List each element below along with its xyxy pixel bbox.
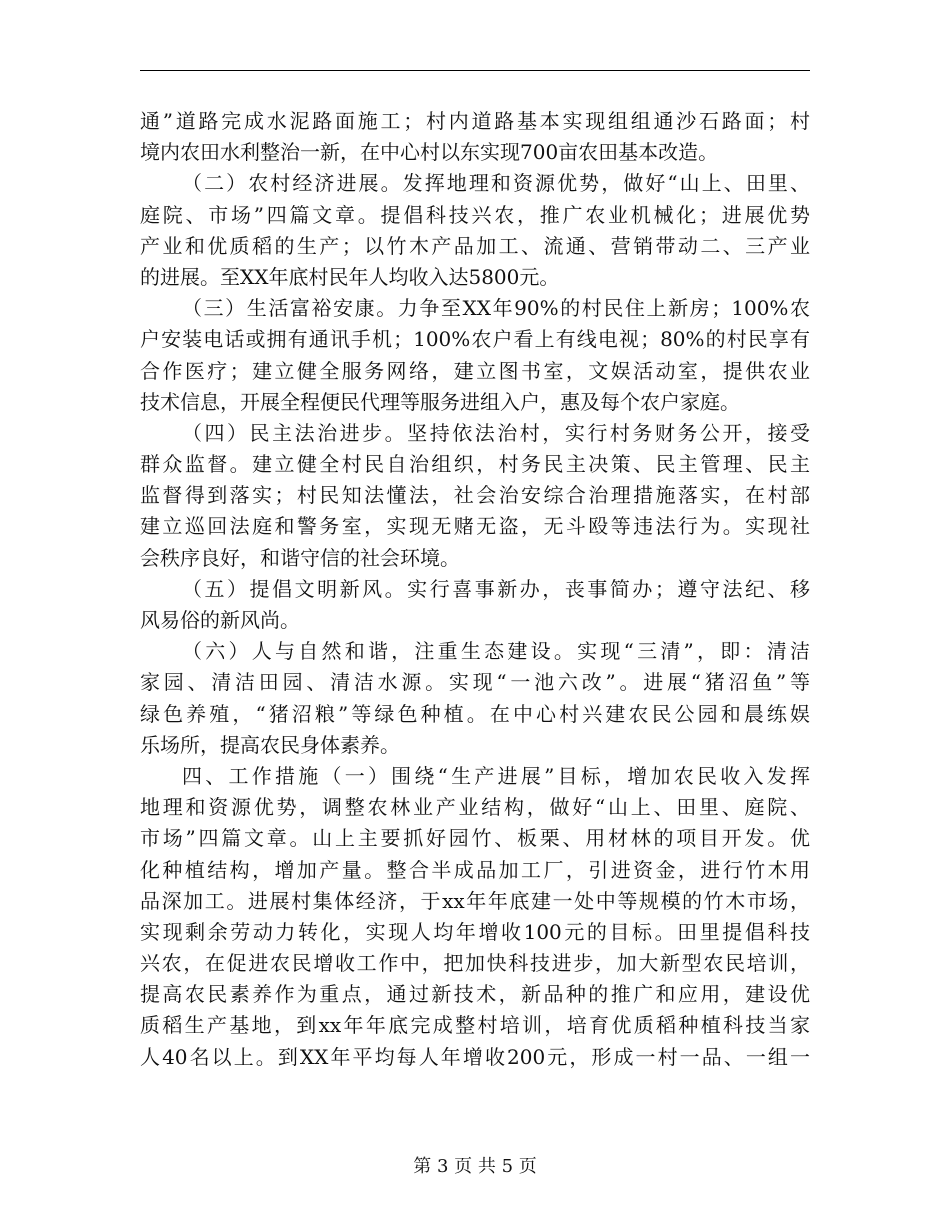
text-line: 产业和优质稻的生产；以竹木产品加工、流通、营销带动二、三产业 [140, 233, 810, 258]
text-line: 技术信息，开展全程便民代理等服务进组入户，惠及每个农户家庭。 [140, 389, 740, 414]
text-line: 建立巡回法庭和警务室，实现无赌无盗，无斗殴等违法行为。实现社 [140, 514, 810, 539]
text-line: （三）生活富裕安康。力争至XX年90%的村民住上新房；100%农 [182, 296, 810, 321]
text-line: （六）人与自然和谐，注重生态建设。实现“三清”，即：清洁 [182, 639, 810, 664]
text-line: （四）民主法治进步。坚持依法治村，实行村务财务公开，接受 [182, 420, 810, 445]
page-footer: 第 3 页 共 5 页 [413, 1156, 537, 1177]
text-line: 家园、清洁田园、清洁水源。实现“一池六改”。进展“猪沼鱼”等 [140, 670, 810, 695]
text-line: 监督得到落实；村民知法懂法，社会治安综合治理措施落实，在村部 [140, 483, 810, 508]
text-line: 合作医疗；建立健全服务网络，建立图书室，文娱活动室，提供农业 [140, 358, 810, 383]
text-line: 兴农，在促进农民增收工作中，把加快科技进步，加大新型农民培训， [140, 951, 810, 976]
text-line: 提高农民素养作为重点，通过新技术，新品种的推广和应用，建设优 [140, 982, 810, 1007]
text-line: 乐场所，提高农民身体素养。 [140, 732, 400, 757]
text-line: 群众监督。建立健全村民自治组织，村务民主决策、民主管理、民主 [140, 452, 810, 477]
text-line: 地理和资源优势，调整农林业产业结构，做好“山上、田里、庭院、 [140, 795, 810, 820]
document-body [140, 106, 810, 1073]
text-line: 境内农田水利整治一新，在中心村以东实现700亩农田基本改造。 [140, 140, 719, 165]
text-line: （五）提倡文明新风。实行喜事新办，丧事简办；遵守法纪、移 [182, 576, 810, 601]
text-line: （二）农村经济进展。发挥地理和资源优势，做好“山上、田里、 [182, 171, 810, 196]
text-line: 通”道路完成水泥路面施工；村内道路基本实现组组通沙石路面；村 [140, 109, 810, 133]
text-line: 的进展。至XX年底村民年人均收入达5800元。 [140, 264, 560, 289]
text-line: 质稻生产基地，到xx年年底完成整村培训，培育优质稻种植科技当家 [140, 1013, 810, 1038]
text-line: 庭院、市场”四篇文章。提倡科技兴农，推广农业机械化；进展优势 [140, 202, 810, 227]
header-rule [140, 70, 810, 71]
text-line: 品深加工。进展村集体经济，于xx年年底建一处中等规模的竹木市场， [140, 888, 810, 913]
text-line: 实现剩余劳动力转化，实现人均年增收100元的目标。田里提倡科技 [140, 919, 810, 944]
text-line: 风易俗的新风尚。 [140, 608, 300, 632]
text-line: 人40名以上。到XX年平均每人年增收200元，形成一村一品、一组一 [140, 1044, 810, 1069]
text-line: 四、工作措施（一）围绕“生产进展”目标，增加农民收入发挥 [182, 763, 810, 788]
text-line: 化种植结构，增加产量。整合半成品加工厂，引进资金，进行竹木用 [140, 857, 810, 882]
text-line: 会秩序良好，和谐守信的社会环境。 [140, 545, 460, 570]
text-line: 市场”四篇文章。山上主要抓好园竹、板栗、用材林的项目开发。优 [140, 826, 810, 851]
text-line: 绿色养殖，“猪沼粮”等绿色种植。在中心村兴建农民公园和晨练娱 [140, 701, 810, 726]
text-line: 户安装电话或拥有通讯手机；100%农户看上有线电视；80%的村民享有 [140, 327, 810, 352]
